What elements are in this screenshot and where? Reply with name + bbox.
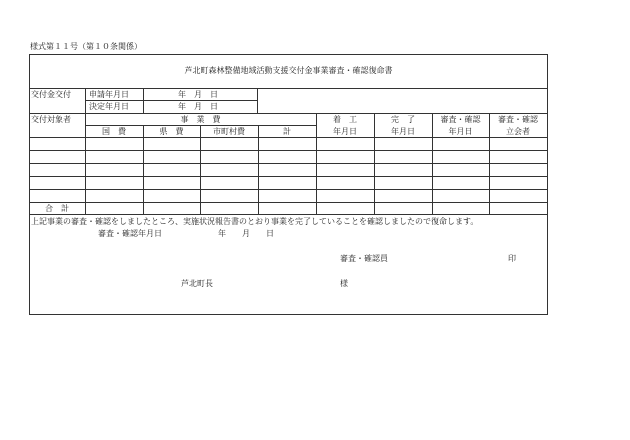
header-bottom-line	[29, 137, 548, 138]
decision-date-label: 決定年月日	[89, 102, 129, 111]
mayor-label: 芦北町長	[181, 279, 213, 288]
national-cost-header: 国 費	[102, 127, 126, 136]
total-row-label: 合 計	[45, 204, 69, 213]
application-date-field[interactable]: 年 月 日	[178, 90, 218, 99]
column-line	[200, 125, 201, 214]
column-line	[143, 125, 144, 214]
prefectural-cost-header: 県 費	[159, 127, 184, 136]
row-line	[29, 189, 548, 190]
application-date-label: 申請年月日	[89, 90, 129, 99]
row-line	[29, 176, 548, 177]
date-column-line	[143, 88, 144, 113]
grant-target-label: 交付対象者	[31, 115, 71, 124]
witness-attendee-header: 立会者	[506, 127, 530, 136]
title-divider	[29, 88, 548, 89]
report-statement: 上記事業の審査・確認をしましたところ、実施状況報告書のとおり事業を完了していることを確認しましたので復命します。	[31, 217, 479, 226]
project-cost-header: 事 業 費	[180, 115, 221, 124]
date-section-divider	[29, 113, 548, 114]
seal-mark: 印	[508, 254, 516, 263]
date-column-line	[257, 88, 258, 113]
review-date-field[interactable]: 年 月 日	[218, 229, 274, 238]
municipal-cost-header: 市町村費	[213, 127, 245, 136]
date-row-divider	[85, 100, 257, 101]
decision-date-field[interactable]: 年 月 日	[178, 102, 218, 111]
row-line	[29, 163, 548, 164]
total-row-line	[29, 214, 548, 215]
column-line	[85, 88, 86, 214]
completion-date-header: 年月日	[391, 127, 415, 136]
review-header: 審査・確認	[440, 115, 481, 124]
review-date-label: 審査・確認年月日	[98, 229, 162, 238]
completion-header: 完 了	[391, 115, 415, 124]
form-title: 芦北町森林整備地域活動支援交付金事業審査・確認復命書	[184, 66, 393, 75]
witness-header: 審査・確認	[498, 115, 538, 124]
reviewer-label: 審査・確認員	[340, 254, 388, 263]
form-number: 様式第１１号（第１０条関係）	[30, 42, 142, 51]
review-date-header: 年月日	[448, 127, 473, 136]
row-line	[29, 202, 548, 203]
start-date-header: 年月日	[333, 127, 357, 136]
total-cost-header: 計	[283, 127, 291, 136]
grant-issue-label: 交付金交付	[31, 90, 71, 99]
row-line	[29, 150, 548, 151]
start-header: 着 工	[333, 115, 357, 124]
column-line	[258, 125, 259, 214]
honorific-sama: 様	[340, 279, 348, 288]
